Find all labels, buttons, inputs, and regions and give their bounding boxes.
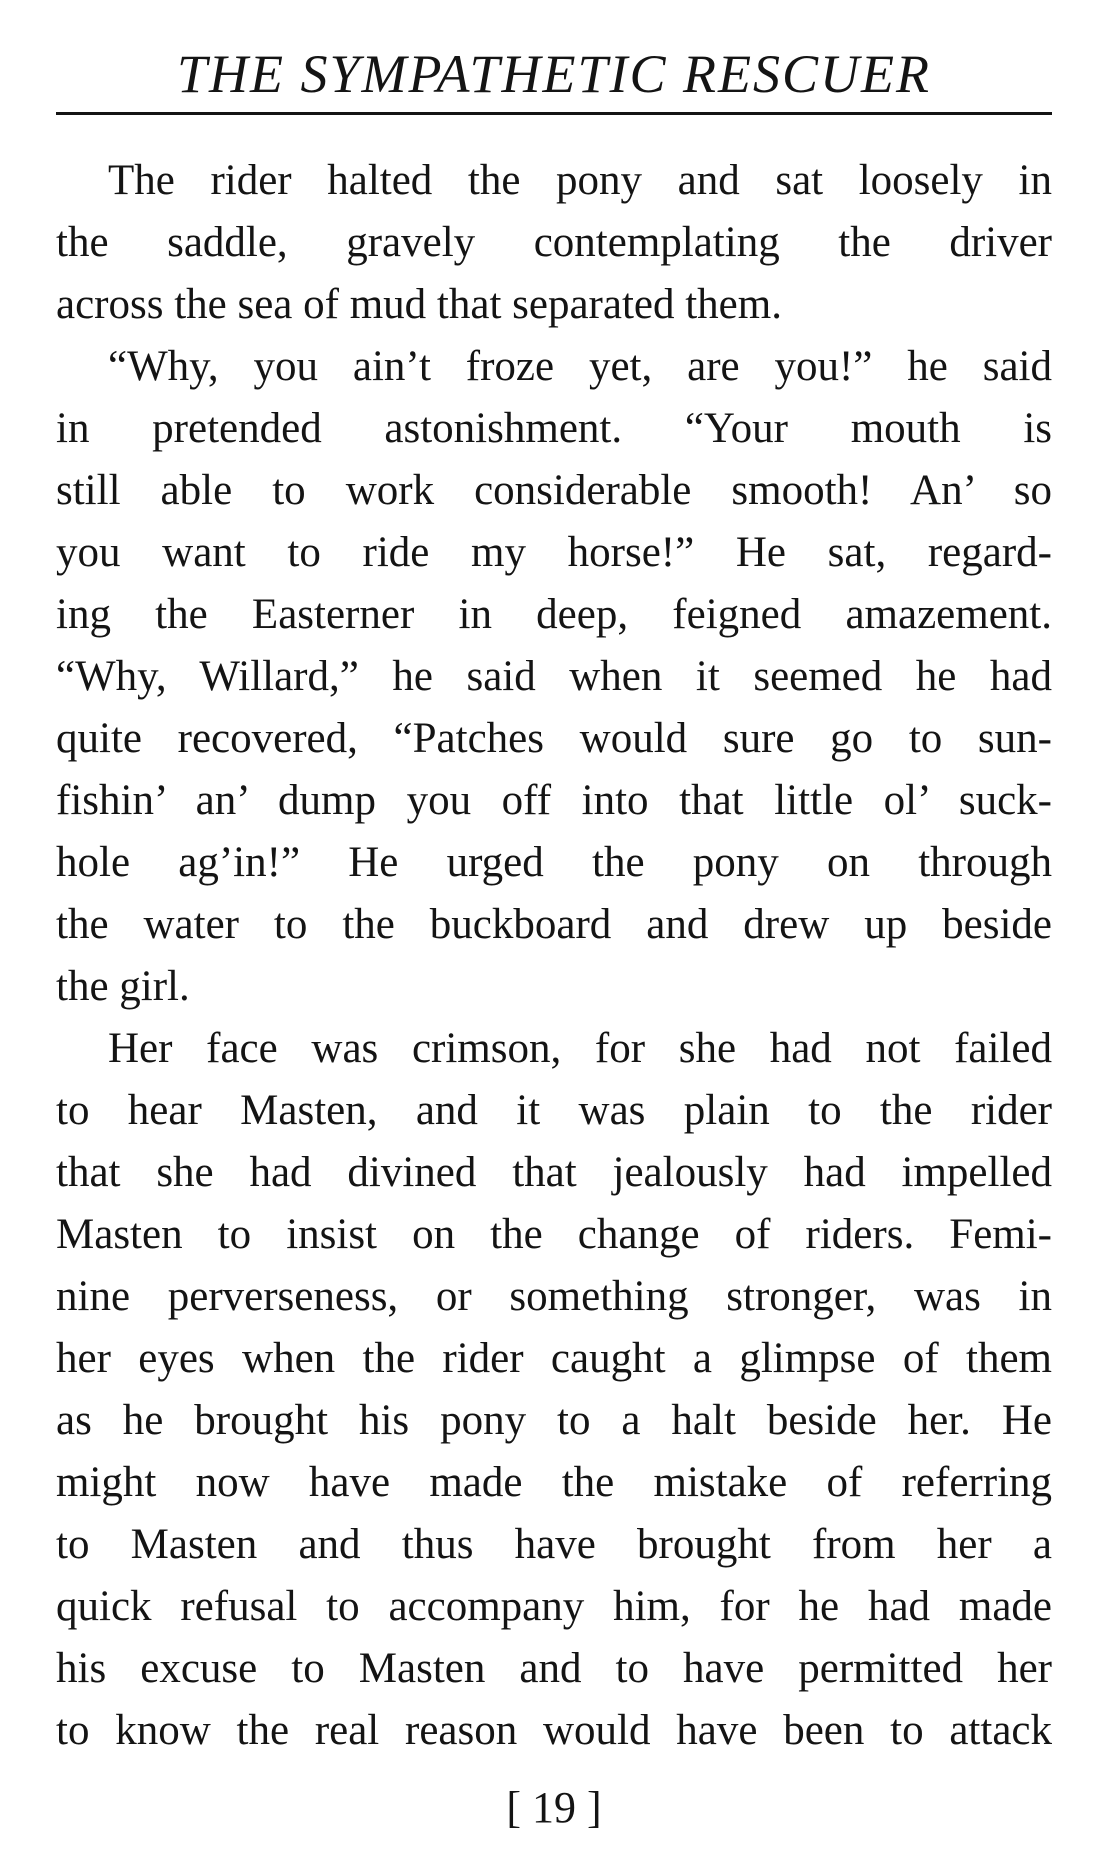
text-line: the girl. — [56, 963, 190, 1010]
text-line: in pretended astonishment. “Your mouth is — [56, 405, 1052, 452]
text-line: hole ag’in!” He urged the pony on through — [56, 839, 1052, 886]
text-line: “Why, Willard,” he said when it seemed he had — [56, 653, 1052, 700]
paragraph — [56, 1018, 1052, 1762]
text-line: the water to the buckboard and drew up beside — [56, 901, 1052, 948]
text-line: across the sea of mud that separated them. — [56, 281, 782, 328]
text-line: Masten to insist on the change of riders. Femi- — [56, 1211, 1052, 1258]
body-text — [56, 150, 1052, 1762]
text-line: to hear Masten, and it was plain to the rider — [56, 1087, 1052, 1134]
text-line: his excuse to Masten and to have permitted her — [56, 1645, 1052, 1692]
text-line: might now have made the mistake of referring — [56, 1459, 1052, 1506]
text-line: ing the Easterner in deep, feigned amazement. — [56, 591, 1052, 638]
text-line: Her face was crimson, for she had not failed — [108, 1025, 1052, 1072]
text-line: that she had divined that jealously had impelled — [56, 1149, 1052, 1196]
paragraph — [56, 336, 1052, 1018]
text-line: her eyes when the rider caught a glimpse of them — [56, 1335, 1052, 1382]
text-line: quite recovered, “Patches would sure go to sun- — [56, 715, 1052, 762]
running-head: THE SYMPATHETIC RESCUER — [176, 44, 932, 104]
text-line: to Masten and thus have brought from her a — [56, 1521, 1052, 1568]
text-line: to know the real reason would have been to attack — [56, 1707, 1052, 1754]
header-rule — [56, 112, 1052, 115]
text-line: as he brought his pony to a halt beside her. He — [56, 1397, 1052, 1444]
text-line: fishin’ an’ dump you off into that little ol’ suck- — [56, 777, 1052, 824]
text-line: nine perverseness, or something stronger, was in — [56, 1273, 1052, 1320]
text-line: The rider halted the pony and sat loosely in — [108, 157, 1052, 204]
page-number: [ 19 ] — [506, 1783, 602, 1832]
text-line: you want to ride my horse!” He sat, regard- — [56, 529, 1052, 576]
text-line: the saddle, gravely contemplating the driver — [56, 219, 1052, 266]
text-line: quick refusal to accompany him, for he had made — [56, 1583, 1052, 1630]
text-line: still able to work considerable smooth! An’ so — [56, 467, 1052, 514]
text-line: “Why, you ain’t froze yet, are you!” he said — [108, 343, 1052, 390]
paragraph — [56, 150, 1052, 336]
